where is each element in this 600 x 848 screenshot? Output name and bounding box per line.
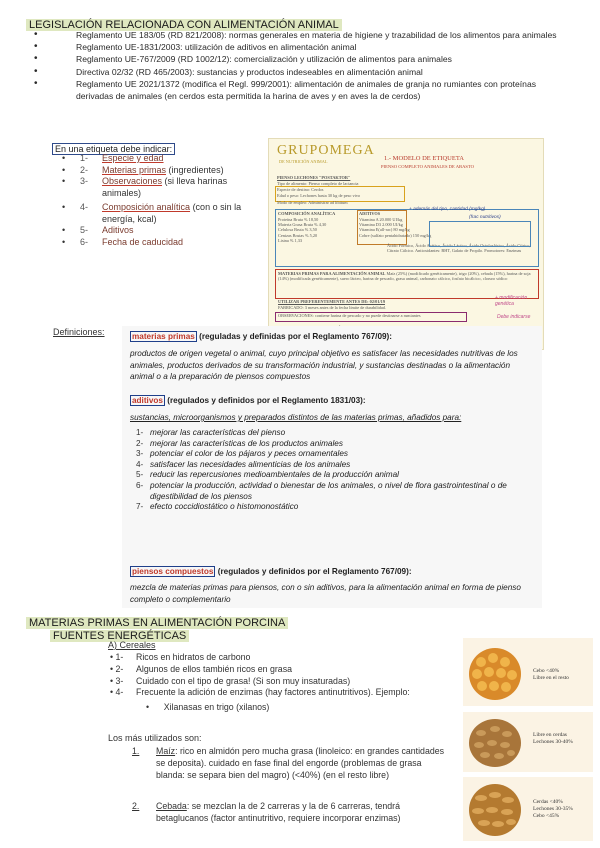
brand-logo: GRUPOMEGA <box>277 143 375 158</box>
label-age: Edad o peso: Lechones hasta 30 kg de peso vivo <box>277 193 361 198</box>
aditivos-heading: ADITIVOS <box>359 211 381 216</box>
cereales-properties-list <box>110 652 450 699</box>
def-materias-primas-text: productos de origen vegetal o animal, cuyo principal objetivo es satisfacer las necesidades nutritivas de los animales, productos derivados de su transformación industrial, y sustancias destinadas o la alimentación animal o a la preparación de piensos compuestos <box>130 349 518 381</box>
wheat-image <box>467 715 523 769</box>
list-item: • Reglamento UE 2021/1372 (modifica el Regl. 999/2001): alimentación de animales de granja no rumiantes con proteínas derivadas de animales (en cerdos esta permitida la harina de aves y en aves la de cerdos) <box>34 78 574 102</box>
mas-utilizados-heading: Los más utilizados son: <box>108 733 202 743</box>
handwritten-note: (frac nutritivos) <box>469 215 501 220</box>
legislacion-list <box>34 29 574 102</box>
list-item: • 3- Observaciones (si lleva harinas animales) <box>62 176 228 198</box>
list-item: 5- reducir las repercusiones medioambientales de la producción animal <box>136 470 399 480</box>
label-observaciones: OBSERVACIONES: contiene harina de pescado y no puede destinarse a rumiantes <box>278 313 421 318</box>
etiqueta-heading: En una etiqueta debe indicar: <box>52 139 175 157</box>
comp-list: Proteína Bruta % 18,50 Materia Grasa Bruta % 4,30 Celulosa Bruta % 3,50 Cenizas Brutas % 5,20 Lisina % 1,33 <box>278 217 327 243</box>
def-aditivos-header: aditivos (regulados y definidos por el Reglamento 1831/03): <box>132 396 366 405</box>
list-item: 1- mejorar las características del pienso <box>136 428 286 437</box>
label-product: PIENSO LECHONES "POSTAKTOR" <box>277 175 351 180</box>
etiqueta-list <box>62 153 262 248</box>
list-item: 2- mejorar las características de los productos animales <box>136 438 343 448</box>
label-materias-primas: MATERIAS PRIMAS PARA ALIMENTACIÓN ANIMAL Maíz (25%) (modificado genéticamente), trigo (20%), cebada (15%), harina de soja (14%) (modificada genéticamente), suero lácteo, harina de pescado, grasa animal, carbonato cálcico, fosfato bicálcico, cloruro sódico <box>278 271 531 282</box>
def-aditivos-text: sustancias, microorganismos y preparados distintos de las materias primas, añadidos para: <box>130 413 462 422</box>
list-item: • 5- Aditivos <box>62 225 134 235</box>
trigo-caption: Libre en cerdas Lechones 30-40% <box>533 732 573 745</box>
cereales-heading: A) Cereales <box>108 640 156 650</box>
label-caducidad: UTILIZAR PREFERENTEMENTE ANTES DE: 02/01/19 <box>278 299 385 304</box>
aditivos-purposes-list <box>136 428 516 513</box>
label-modo: Modo de empleo: Administrar ad libitum <box>277 200 348 205</box>
list-item: • 2- Materias primas (ingredientes) <box>62 164 224 175</box>
label-fabricado: FABRICADO: 3 meses antes de la fecha límite de durabilidad. <box>278 305 387 310</box>
def-piensos-compuestos-header: piensos compuestos (regulados y definidos por el Reglamento 767/09): <box>132 567 412 576</box>
list-item: 6- potenciar la producción, actividad o bienestar de los animales, o nivel de flora gastrointestinal o de digestibilidad de los piensos <box>136 480 507 501</box>
barley-image <box>467 780 523 838</box>
list-item: • Reglamento UE-1831/2003: utilización de aditivos en alimentación animal <box>34 41 574 53</box>
maiz-photo-panel <box>463 638 593 706</box>
section-materias-primas-title: MATERIAS PRIMAS EN ALIMENTACIÓN PORCINA <box>26 613 288 631</box>
definiciones-panel <box>122 326 542 608</box>
label-type: Tipo de alimento: Pienso completo de lactancia <box>277 181 359 186</box>
list-item: • 1- Especie y edad <box>62 153 164 163</box>
list-item: • Directiva 02/32 (RD 465/2003): sustancias y productos indeseables en alimentación animal <box>34 66 574 78</box>
handwritten-note: + además del tipo, cantidad (mg/kg) <box>409 207 486 212</box>
aditivos-values-box <box>429 221 531 247</box>
def-materias-primas-header: materias primas (reguladas y definidas por el Reglamento 767/09): <box>132 332 393 341</box>
cebada-caption: Cerdas <40% Lechones 30-35% Cebo <45% <box>533 799 573 819</box>
aditivos-note: Ácido Fórmico, Ácido Acético, Ácido Láctico, Ácido Ortofosfórico, Ácido Cítrico, Citrato Cálcico. Antioxidantes: BHT, Galato de Propilo. Promotores: Enzimas <box>387 243 531 254</box>
sub-item: • Xilanasas en trigo (xilanos) <box>146 702 270 712</box>
label-subtitle: PIENSO COMPLETO ANIMALES DE ABASTO <box>381 164 474 169</box>
corn-image <box>467 642 523 702</box>
list-item: 4- satisfacer las necesidades alimenticias de los animales <box>136 459 351 469</box>
list-item: • Reglamento UE-767/2009 (RD 1002/12): comercialización y utilización de alimentos para animales <box>34 53 574 65</box>
list-item: • 4- Frecuente la adición de enzimas (hay factores antinutritivos). Ejemplo: <box>110 687 410 698</box>
def-piensos-compuestos-text: mezcla de materias primas para piensos, con o sin aditivos, para la alimentación animal en forma de pienso completo o complementario <box>130 583 521 604</box>
list-item: 7- efecto coccidiostático o histomonostático <box>136 502 299 512</box>
list-item: • 1- Ricos en hidratos de carbono <box>110 652 251 662</box>
list-item: 3- potenciar el color de los pájaros y peces ornamentales <box>136 449 348 459</box>
cebada-photo-panel <box>463 777 593 841</box>
section-legislacion-title: LEGISLACIÓN RELACIONADA CON ALIMENTACIÓN ANIMAL <box>26 15 342 33</box>
maiz-caption: Cebo <40% Libre en el resto <box>533 668 569 681</box>
list-item: • Reglamento UE 183/05 (RD 821/2008): normas generales en materia de higiene y trazabilidad de los alimentos para animales <box>34 29 574 41</box>
cebada-item: 2. Cebada: se mezclan la de 2 carreras y la de 6 carreras, tendrá betaglucanos (factor antinutritivo, requiere incorporar enzimas) <box>132 801 401 823</box>
label-title: 1.- MODELO DE ETIQUETA <box>384 155 464 162</box>
handwritten-note: + modificación genética <box>495 295 528 307</box>
definiciones-label: Definiciones: <box>53 327 105 337</box>
list-item: • 3- Cuidado con el tipo de grasa! (Si son muy insaturadas) <box>110 675 351 686</box>
list-item: • 4- Composición analítica (con o sin la energía, kcal) <box>62 202 242 224</box>
maiz-item: 1. Maíz: rico en almidón pero mucha grasa (linoleico: en grandes cantidades se deposita). cuidado en fase final del engorde (problemas de grasa blanda: se separa bien del magro) (<40%) (en el resto libre) <box>132 746 445 780</box>
fuentes-energeticas-title: FUENTES ENERGÉTICAS <box>50 626 189 644</box>
brand-subtitle: DE NUTRICIÓN ANIMAL <box>279 159 328 164</box>
label-example-image <box>268 138 544 350</box>
handwritten-note: Debe indicarse <box>497 314 531 320</box>
trigo-photo-panel <box>463 712 593 772</box>
label-species: Especie de destino: Cerdos <box>277 187 324 192</box>
list-item: • 2- Algunos de ellos también ricos en grasa <box>110 663 292 674</box>
aditivos-list: Vitamina A 20.000 UI/kg Vitamina D3 2.000 UI/kg Vitamina E(all-rac) 80 mg/kg Cobre (sulfato pentahidratado) 150 mg/kg <box>359 217 432 238</box>
list-item: • 6- Fecha de caducidad <box>62 236 184 247</box>
comp-heading: COMPOSICIÓN ANALÍTICA <box>278 211 336 216</box>
